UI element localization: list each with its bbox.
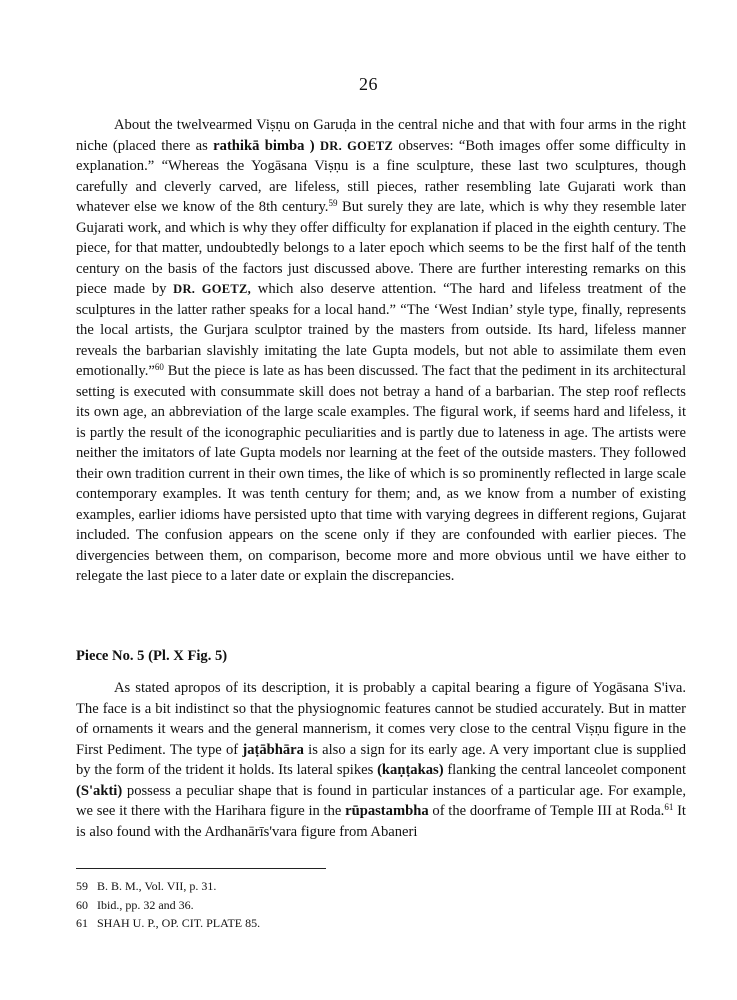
page-number: 26	[359, 74, 378, 94]
footnote-text: B. B. M., Vol. VII, p. 31.	[97, 879, 217, 893]
footnote	[76, 914, 260, 933]
footnote-number: 61	[76, 916, 88, 930]
footnote-number: 59	[76, 879, 88, 893]
section-heading: Piece No. 5 (Pl. X Fig. 5)	[76, 648, 228, 664]
text-run: possess a peculiar shape that is found in particular instances of a particular age. For example, we see it there with the Harihara figure in the	[76, 782, 686, 819]
footnote-text: SHAH U. P., OP. CIT. PLATE 85.	[97, 916, 261, 930]
footnote-divider	[76, 868, 326, 869]
bold-term: jaṭābhāra	[242, 741, 304, 758]
text-run: But the piece is late as has been discussed. The fact that the pediment in its architectural setting is executed with consummate skill does not betray a hand of a barbarian. The step roof reflects its own age, an abbreviation of the large scale examples. The figural work, if seems hard and lifeless, it is partly the result of the iconographic peculiarities and is partly due to lateness in age. The artists were neither the imitators of late Gupta models nor learning at the feet of the outside masters. They followed their own tradition current in their own times, the like of which is so prominently reflected in large scale contemporary examples. It was tenth century for them; and, as we know from a number of existing examples, earlier idioms have persisted upto that time with varying degrees in different regions, Gujarat included. The confusion appears on the scene only if they are confounded with earlier pieces. The divergencies between them, on comparison, become more and more obvious until we have either to relegate the last piece to a later date or explain the discrepancies.	[76, 363, 686, 584]
bold-term: rathikā bimba )	[213, 137, 315, 154]
footnote-ref: 60	[154, 362, 164, 372]
text-run: of the doorframe of Temple III at Roda.	[428, 803, 665, 819]
text-run: As stated apropos of its description, it is probably a capital bearing a figure of Yogāsana S'iva. The face is a bit indistinct so that the physiognomic features cannot be studied accurately. But in matter of ornaments it wears and the general mannerism, it comes very close to the central Viṣṇu figure in the First Pediment. The type of	[76, 680, 686, 758]
author-name: DR. GOETZ,	[173, 282, 252, 296]
text-run: which also deserve attention. “The hard and lifeless treatment of the sculptures in the latter rather speaks for a local hand.” “The ‘West Indian’ style type, finally, represents the local artists, the Gurjara sculptor trained by the masters from outside. Its hard, lifeless manner reveals the barbarian slavishly imitating the late Gupta models, but not able to assimilate them even emotionally.”	[76, 281, 686, 379]
footnote-ref: 61	[664, 802, 674, 812]
text-run: It is also found with the Ardhanārīs'vara figure from Abaneri	[76, 803, 686, 840]
text-run: observes: “Both images offer some difficulty in explanation.” “Whereas the Yogāsana Viṣṇu is a fine sculpture, these last two sculptures, though carefully and cleverly carved, are lifeless, still pieces, rather resembling late Gujarati work than whatever else we know of the 8th century.	[76, 137, 686, 215]
body-paragraph	[76, 678, 686, 842]
footnote	[76, 877, 260, 896]
text-run: is also a sign for its early age. A very important clue is supplied by the form of the trident it holds. Its lateral spikes	[76, 741, 686, 778]
bold-term: (kaṇṭakas)	[377, 762, 444, 778]
text-run: About the twelvearmed Viṣṇu on Garuḍa in the central niche and that with four arms in the right niche (placed there as	[76, 117, 686, 154]
footnotes	[76, 877, 260, 933]
author-name: DR. GOETZ	[319, 138, 394, 153]
bold-term: rūpastambha	[345, 803, 429, 819]
text-run: flanking the central lanceolet component	[443, 762, 686, 778]
body-paragraph	[76, 115, 686, 587]
footnote-ref: 59	[328, 198, 338, 208]
footnote	[76, 896, 260, 915]
footnote-number: 60	[76, 897, 88, 912]
bold-term: (S'akti)	[76, 782, 123, 799]
text-run: But surely they are late, which is why they resemble later Gujarati work, and which is why they offer difficulty for explanation if placed in the eighth century. The piece, for that matter, undoubtedly belongs to a later epoch which seems to be the first half of the tenth century on the basis of the factors just discussed above. There are further interesting remarks on this piece made by	[76, 199, 686, 297]
footnote-text: Ibid., pp. 32 and 36.	[97, 897, 194, 912]
